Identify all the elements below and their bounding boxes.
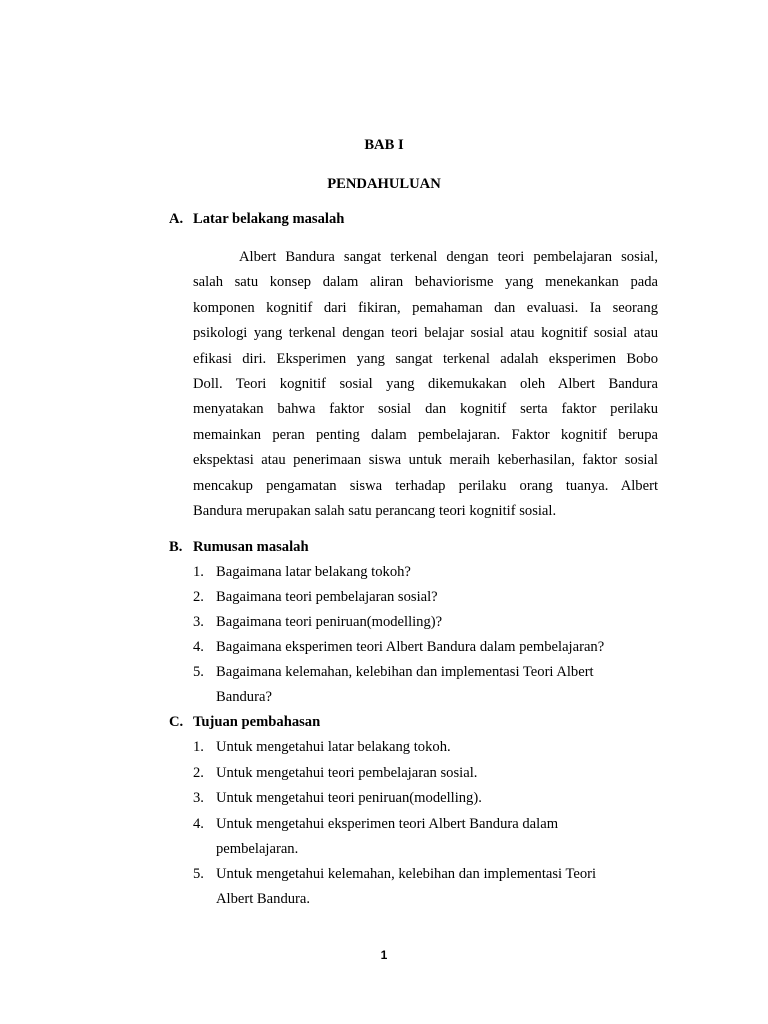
list-item: Untuk mengetahui kelemahan, kelebihan dan implementasi Teori [216, 866, 597, 882]
paragraph-line: Doll. Teori kognitif sosial yang dikemukakan oleh Albert Bandura [193, 375, 658, 392]
section-a-paragraph [193, 245, 658, 524]
paragraph-line: psikologi yang terkenal dengan teori belajar sosial atau kognitif sosial atau [193, 325, 658, 342]
list-item-number: 2. [193, 765, 204, 781]
list-item-number: 3. [193, 790, 204, 806]
list-item-continuation: Bandura? [216, 689, 272, 705]
section-b-letter: B. [169, 539, 183, 555]
paragraph-line: Albert Bandura sangat terkenal dengan teori pembelajaran sosial, [239, 249, 658, 265]
list-item-number: 5. [193, 866, 204, 882]
list-item-continuation: pembelajaran. [216, 841, 299, 857]
list-item: Untuk mengetahui eksperimen teori Albert Bandura dalam [216, 816, 559, 832]
section-c-letter: C. [169, 714, 184, 730]
list-item: Untuk mengetahui latar belakang tokoh. [216, 739, 451, 755]
list-item: Bagaimana teori pembelajaran sosial? [216, 589, 438, 605]
section-a-letter: A. [169, 211, 184, 227]
paragraph-line: memainkan peran penting dalam pembelajaran. Faktor kognitif berupa [193, 426, 658, 443]
list-item: Bagaimana eksperimen teori Albert Bandura dalam pembelajaran? [216, 639, 605, 655]
list-item-number: 1. [193, 739, 204, 755]
list-item-continuation: Albert Bandura. [216, 891, 311, 907]
list-item: Bagaimana kelemahan, kelebihan dan implementasi Teori Albert [216, 664, 594, 680]
list-item: Untuk mengetahui teori peniruan(modelling). [216, 790, 482, 806]
paragraph-line: efikasi diri. Eksperimen yang sangat terkenal adalah eksperimen Bobo [193, 350, 658, 367]
list-item: Bagaimana teori peniruan(modelling)? [216, 614, 443, 630]
list-item: Bagaimana latar belakang tokoh? [216, 564, 411, 580]
paragraph-line: salah satu konsep dalam aliran behaviorisme yang menekankan pada [193, 274, 658, 291]
section-b-title: Rumusan masalah [193, 539, 309, 555]
paragraph-line: mencakup pengamatan siswa terhadap perilaku orang tuanya. Albert [193, 477, 658, 494]
list-item-number: 5. [193, 664, 204, 680]
page-number: 1 [380, 948, 388, 962]
list-item-number: 4. [193, 816, 204, 832]
list-item-number: 1. [193, 564, 204, 580]
chapter-heading: BAB I [364, 137, 404, 153]
paragraph-line: komponen kognitif dari fikiran, pemahaman dan evaluasi. Ia seorang [193, 299, 658, 316]
list-item: Untuk mengetahui teori pembelajaran sosial. [216, 765, 478, 781]
section-c-title: Tujuan pembahasan [193, 714, 321, 730]
paragraph-line: menyatakan bahwa faktor sosial dan kognitif serta faktor perilaku [193, 401, 658, 418]
list-item-number: 2. [193, 589, 204, 605]
paragraph-line: ekspektasi atau penerimaan siswa untuk meraih keberhasilan, faktor sosial [193, 452, 658, 469]
list-item-number: 3. [193, 614, 204, 630]
list-item-number: 4. [193, 639, 204, 655]
paragraph-line: Bandura merupakan salah satu perancang teori kognitif sosial. [193, 502, 557, 519]
section-a-title: Latar belakang masalah [193, 211, 345, 227]
chapter-title: PENDAHULUAN [327, 176, 441, 192]
